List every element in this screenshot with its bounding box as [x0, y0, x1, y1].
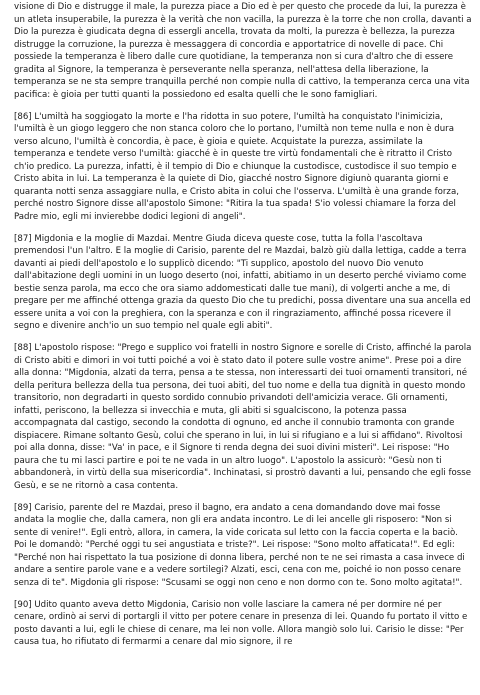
paragraph-87: [87] Migdonia e la moglie di Mazdai. Mentre Giuda diceva queste cose, tutta la folla l'ascoltava premendosi l'un l'altro. E la moglie di Carisio, parente del re Mazdai, balzò giù dalla lettiga, cadde a terra davanti ai piedi dell'apostolo e lo supplicò dicendo: "Ti supplico, apostolo del nuovo Dio venuto dall'abitazione degli uomini in un luogo deserto (noi, infatti, abitiamo in un deserto perché viviamo come bestie senza parola, ma ecco che ora siamo addomesticati dalle tue mani), di volgerti anche a me, di pregare per me affinché ottenga grazia da questo Dio che tu predichi, possa diventare una sua ancella ed essere unita a voi con la preghiera, con la speranza e con il ringraziamento, affinché possa ricevere il segno e divenire anch'io un suo tempio nel quale egli abiti".: [14, 233, 471, 331]
paragraph-88: [88] L'apostolo rispose: "Prego e supplico voi fratelli in nostro Signore e sorelle di Cristo, affinché la parola di Cristo abiti e dimori in voi tutti poiché a voi è stato dato il potere sulle vostre anime". Prese poi a dire alla donna: "Migdonia, alzati da terra, pensa a te stessa, non interessarti dei tuoi ornamenti transitori, né della peritura bellezza della tua persona, dei tuoi abiti, del tuo nome e della tua dignità in questo mondo transitorio, non degradarti in questo sordido connubio privandoti dell'amicizia verace. Gli ornamenti, infatti, periscono, la bellezza si invecchia e muta, gli abiti si sgualciscono, la potenza passa accompagnata dal castigo, secondo la condotta di ognuno, ed anche il connubio tramonta con grande dispiacere. Rimane soltanto Gesù, colui che sperano in lui, in lui si rifugiano e a lui si affidano". Rivoltosi poi alla donna, disse: "Va' in pace, e il Signore ti renda degna dei suoi divini misteri". Lei rispose: "Ho paura che tu mi lasci partire e poi te ne vada in un altro luogo". L'apostolo la assicurò: "Gesù non ti abbandonerà, in virtù della sua misericordia". Inchinatasi, si prostrò davanti a lui, pensando che egli fosse Gesù, e se ne ritornò a casa contenta.: [14, 343, 472, 491]
paragraph-86: [86] L'umiltà ha soggiogato la morte e l'ha ridotta in suo potere, l'umiltà ha conquistato l'inimicizia, l'umiltà è un giogo leggero che non stanca coloro che lo portano, l'umiltà non teme nulla e non è dura verso alcuno, l'umiltà è concordia, è pace, è gioia e quiete. Acquistate la purezza, assimilate la temperanza e tendete verso l'umiltà: giacché è in queste tre virtù fondamentali che è ritratto il Cristo ch'io predico. La purezza, infatti, è il tempio di Dio e chiunque la custodisce, custodisce il suo tempio e Cristo abita in lui. La temperanza è la quiete di Dio, giacché nostro Signore digiunò quaranta giorni e quaranta notti senza assaggiare nulla, e Cristo abita in colui che l'osserva. L'umiltà è una grande forza, perché nostro Signore disse all'apostolo Simone: "Ritira la tua spada! S'io volessi chiamare la forza del Padre mio, egli mi invierebbe dodici legioni di angeli".: [14, 111, 459, 222]
paragraph-89: [89] Carisio, parente del re Mazdai, preso il bagno, era andato a cena domandando dove mai fosse andata la moglie che, dalla camera, non gli era andata incontro. Le di lei ancelle gli risposero: "Non si sente di venire!". Egli entrò, allora, in camera, la vide coricata sul letto con la faccia coperta e la baciò. Poi le domandò: "Perché oggi tu sei angustiata e triste?". Lei rispose: "Sono molto affaticata!". Ed egli: "Perché non hai rispettato la tua posizione di donna libera, perché non te ne sei rimasta a casa invece di andare a sentire parole vane e a vedere sortilegi? Alzati, esci, cena con me, poiché io non posso cenare senza di te". Migdonia gli rispose: "Scusami se oggi non ceno e non dormo con te. Sono molto agitata!".: [14, 502, 465, 588]
paragraph-85-continuation: visione di Dio e distrugge il male, la purezza piace a Dio ed è per questo che procede da lui, la purezza è un atleta insuperabile, la purezza è la verità che non vacilla, la purezza è la torre che non crolla, davanti a Dio la purezza è giudicata degna di essergli ancella, trovata da molti, la purezza è bellezza, la purezza distrugge la corruzione, la purezza è messaggera di concordia e apportatrice di novelle di pace. Chi possiede la temperanza è libero dalle cure quotidiane, la temperanza non si cura d'altro che di essere gradita al Signore, la temperanza è perseverante nella speranza, nell'attesa della liberazione, la temperanza se ne sta sempre tranquilla perché non compie nulla di cattivo, la temperanza cerca una vita pacifica: è gioia per tutti quanti la possiedono ed esalta quelli che le sono famigliari.: [14, 2, 472, 100]
paragraph-90: [90] Udito quanto aveva detto Migdonia, Carisio non volle lasciare la camera né per dormire né per cenare, ordinò ai servi di portargli il vitto per potere cenare in presenza di lei. Quando fu portato il vitto e posto davanti a lui, egli le chiese di cenare, ma lei non volle. Allora mangiò solo lui. Carisio le disse: "Per causa tua, ho rifiutato di fermarmi a cenare dal mio signore, il re: [14, 599, 468, 647]
document-page: [14, 0, 472, 658]
